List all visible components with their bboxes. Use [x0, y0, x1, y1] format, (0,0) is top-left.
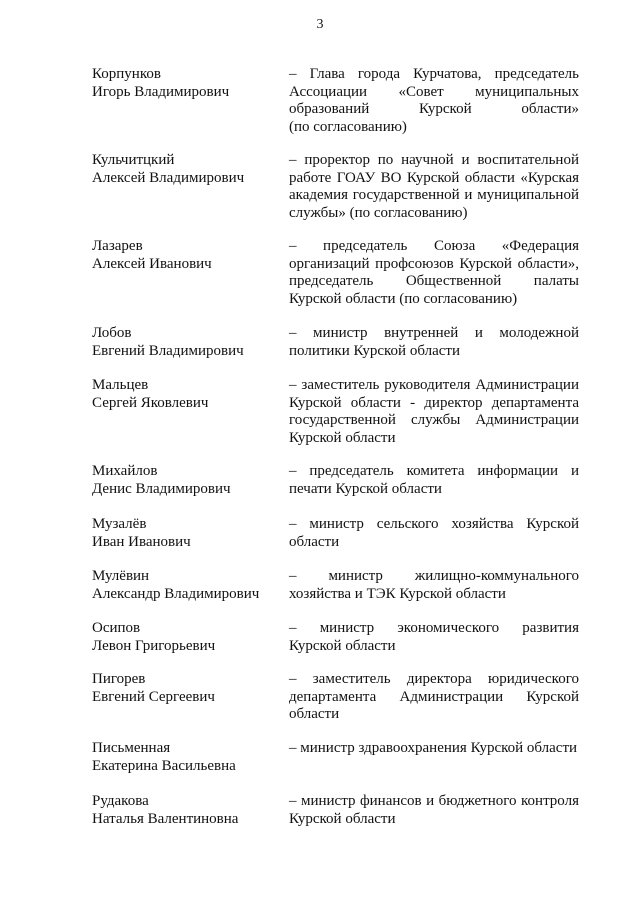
role-line: Курской области - директор департамента	[289, 394, 579, 411]
member-name	[92, 620, 282, 655]
member-role	[289, 325, 579, 360]
role-line: политики Курской области	[289, 342, 460, 359]
role-line: – министр здравоохранения Курской области	[289, 740, 578, 756]
member-given-name: Иван Иванович	[92, 533, 191, 550]
role-line: – министр жилищно-коммунального	[289, 568, 579, 584]
member-role	[289, 620, 579, 655]
role-line: Курской области	[289, 637, 396, 654]
role-line: области	[289, 533, 340, 550]
member-surname: Письменная	[92, 740, 171, 756]
member-given-name: Игорь Владимирович	[92, 83, 230, 100]
role-line: – министр финансов и бюджетного контроля	[289, 793, 579, 809]
role-line: – заместитель директора юридического	[289, 671, 579, 687]
member-name	[92, 463, 282, 498]
member-surname: Корпунков	[92, 66, 161, 82]
role-line: – Глава города Курчатова, председатель	[289, 66, 579, 82]
member-name	[92, 740, 282, 775]
member-given-name: Александр Владимирович	[92, 585, 260, 602]
role-line: работе ГОАУ ВО Курской области «Курская	[289, 169, 579, 186]
member-surname: Мальцев	[92, 377, 149, 393]
member-role	[289, 377, 579, 447]
member-surname: Осипов	[92, 620, 141, 636]
member-role	[289, 740, 579, 758]
role-line: – министр экономического развития	[289, 620, 579, 636]
member-role	[289, 152, 579, 222]
role-line: – председатель Союза «Федерация	[289, 238, 579, 254]
role-line: образований Курской области»	[289, 101, 579, 117]
member-role	[289, 463, 579, 498]
member-name	[92, 377, 282, 412]
role-line: – министр внутренней и молодежной	[289, 325, 579, 341]
member-surname: Пигорев	[92, 671, 146, 687]
member-name	[92, 671, 282, 706]
role-line: Курской области (по согласованию)	[289, 290, 518, 307]
role-line: области	[289, 706, 340, 722]
member-given-name: Евгений Владимирович	[92, 342, 244, 359]
member-name	[92, 238, 282, 273]
role-line: хозяйства и ТЭК Курской области	[289, 585, 506, 602]
role-line: (по согласованию)	[289, 118, 407, 135]
role-line: печати Курской области	[289, 480, 442, 497]
member-role	[289, 671, 579, 724]
member-surname: Рудакова	[92, 793, 149, 809]
role-line: службы» (по согласованию)	[289, 204, 468, 221]
member-given-name: Евгений Сергеевич	[92, 688, 215, 705]
member-surname: Кульчитцкий	[92, 152, 175, 168]
member-surname: Лазарев	[92, 238, 143, 254]
member-given-name: Алексей Иванович	[92, 255, 212, 272]
member-given-name: Левон Григорьевич	[92, 637, 216, 654]
member-given-name: Наталья Валентиновна	[92, 810, 239, 827]
role-line: Ассоциации «Совет муниципальных	[289, 83, 579, 100]
role-line: Курской области	[289, 429, 396, 446]
member-given-name: Алексей Владимирович	[92, 169, 245, 186]
member-surname: Музалёв	[92, 516, 147, 532]
role-line: председатель Общественной палаты	[289, 273, 579, 289]
member-name	[92, 516, 282, 551]
member-given-name: Сергей Яковлевич	[92, 394, 209, 411]
role-line: академия государственной и муниципальной	[289, 187, 579, 203]
member-role	[289, 793, 579, 828]
member-surname: Мулёвин	[92, 568, 150, 584]
role-line: государственной службы Администрации	[289, 412, 579, 428]
role-line: организаций профсоюзов Курской области»,	[289, 255, 579, 272]
member-name	[92, 325, 282, 360]
member-role	[289, 66, 579, 136]
member-name	[92, 152, 282, 187]
member-name	[92, 568, 282, 603]
member-given-name: Екатерина Васильевна	[92, 757, 236, 774]
member-role	[289, 568, 579, 603]
member-role	[289, 516, 579, 551]
member-given-name: Денис Владимирович	[92, 480, 231, 497]
role-line: – председатель комитета информации и	[289, 463, 579, 479]
role-line: Курской области	[289, 810, 396, 827]
member-name	[92, 793, 282, 828]
role-line: – проректор по научной и воспитательной	[289, 152, 579, 168]
role-line: департамента Администрации Курской	[289, 688, 579, 705]
member-name	[92, 66, 282, 101]
member-role	[289, 238, 579, 308]
page-number: 3	[316, 17, 324, 32]
role-line: – заместитель руководителя Администрации	[289, 377, 579, 393]
member-surname: Михайлов	[92, 463, 158, 479]
role-line: – министр сельского хозяйства Курской	[289, 516, 579, 532]
member-surname: Лобов	[92, 325, 132, 341]
